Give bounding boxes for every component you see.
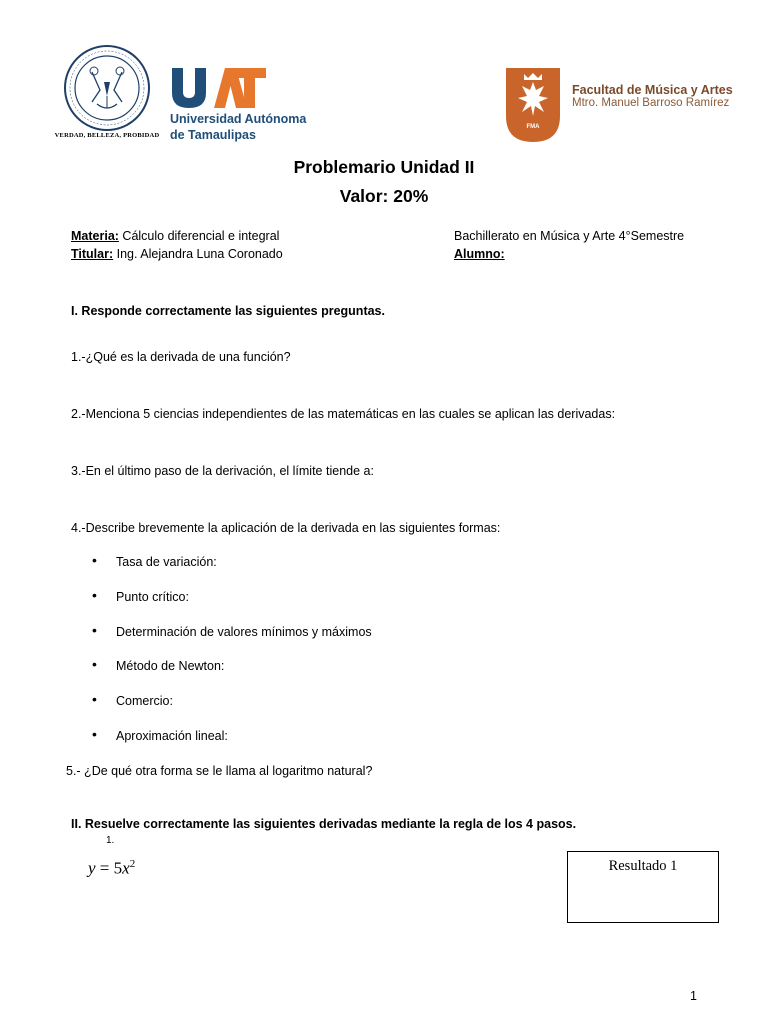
fma-shield-icon <box>506 68 560 142</box>
bullet-item: Tasa de variación: <box>116 555 217 569</box>
question-3: 3.-En el último paso de la derivación, el límite tiende a: <box>71 464 374 478</box>
materia-label: Materia: <box>71 229 119 243</box>
bullet-dot: • <box>92 622 97 638</box>
titular-value: Ing. Alejandra Luna Coronado <box>113 247 283 261</box>
item-number: 1. <box>106 835 115 846</box>
faculty-director: Mtro. Manuel Barroso Ramírez <box>572 97 730 109</box>
bullet-dot: • <box>92 726 97 742</box>
page-value: Valor: 20% <box>339 186 429 206</box>
equation-var: x <box>122 858 130 878</box>
bullet-dot: • <box>92 656 97 672</box>
materia-value: Cálculo diferencial e integral <box>118 229 280 243</box>
question-4: 4.-Describe brevemente la aplicación de la derivada en las siguientes formas: <box>71 521 501 535</box>
seal-motto: VERDAD, BELLEZA, PROBIDAD <box>54 132 160 139</box>
uat-name-line1: Universidad Autónoma <box>170 112 307 126</box>
uat-logo-icon <box>170 66 266 110</box>
equation <box>88 858 135 879</box>
alumno-label: Alumno: <box>454 247 505 261</box>
bullet-item: Comercio: <box>116 694 173 708</box>
bullet-item: Punto crítico: <box>116 590 189 604</box>
equation-eq: = 5 <box>95 858 123 878</box>
section1-heading: I. Responde correctamente las siguientes preguntas. <box>71 304 385 318</box>
bullet-dot: • <box>92 552 97 568</box>
bullet-item: Aproximación lineal: <box>116 729 228 743</box>
question-5: 5.- ¿De qué otra forma se le llama al logaritmo natural? <box>66 764 373 778</box>
page-number: 1 <box>690 989 697 1003</box>
materia-line <box>71 228 279 244</box>
seal-icon <box>52 42 162 144</box>
result-box[interactable] <box>567 851 719 923</box>
bullet-dot: • <box>92 691 97 707</box>
fma-emblem <box>506 68 560 142</box>
section2-heading: II. Resuelve correctamente las siguientes derivadas mediante la regla de los 4 pasos. <box>71 817 577 831</box>
bullet-dot: • <box>92 587 97 603</box>
uat-name-line2: de Tamaulipas <box>170 128 256 142</box>
titular-label: Titular: <box>71 247 114 261</box>
bullet-item: Determinación de valores mínimos y máximos <box>116 625 372 639</box>
page-title: Problemario Unidad II <box>293 157 475 177</box>
equation-lhs: y <box>88 858 96 878</box>
uat-seal <box>52 42 162 144</box>
question-1: 1.-¿Qué es la derivada de una función? <box>71 350 291 364</box>
faculty-name: Facultad de Música y Artes <box>572 83 733 97</box>
program-line: Bachillerato en Música y Arte 4°Semestre <box>454 229 685 243</box>
bullet-item: Método de Newton: <box>116 659 225 673</box>
result-label: Resultado 1 <box>608 858 678 874</box>
uat-logo <box>170 66 320 146</box>
titular-line <box>71 246 283 262</box>
fma-label: FMA <box>526 124 540 130</box>
equation-exponent: 2 <box>129 858 136 870</box>
question-2: 2.-Menciona 5 ciencias independientes de las matemáticas en las cuales se aplican las derivadas: <box>71 407 616 421</box>
